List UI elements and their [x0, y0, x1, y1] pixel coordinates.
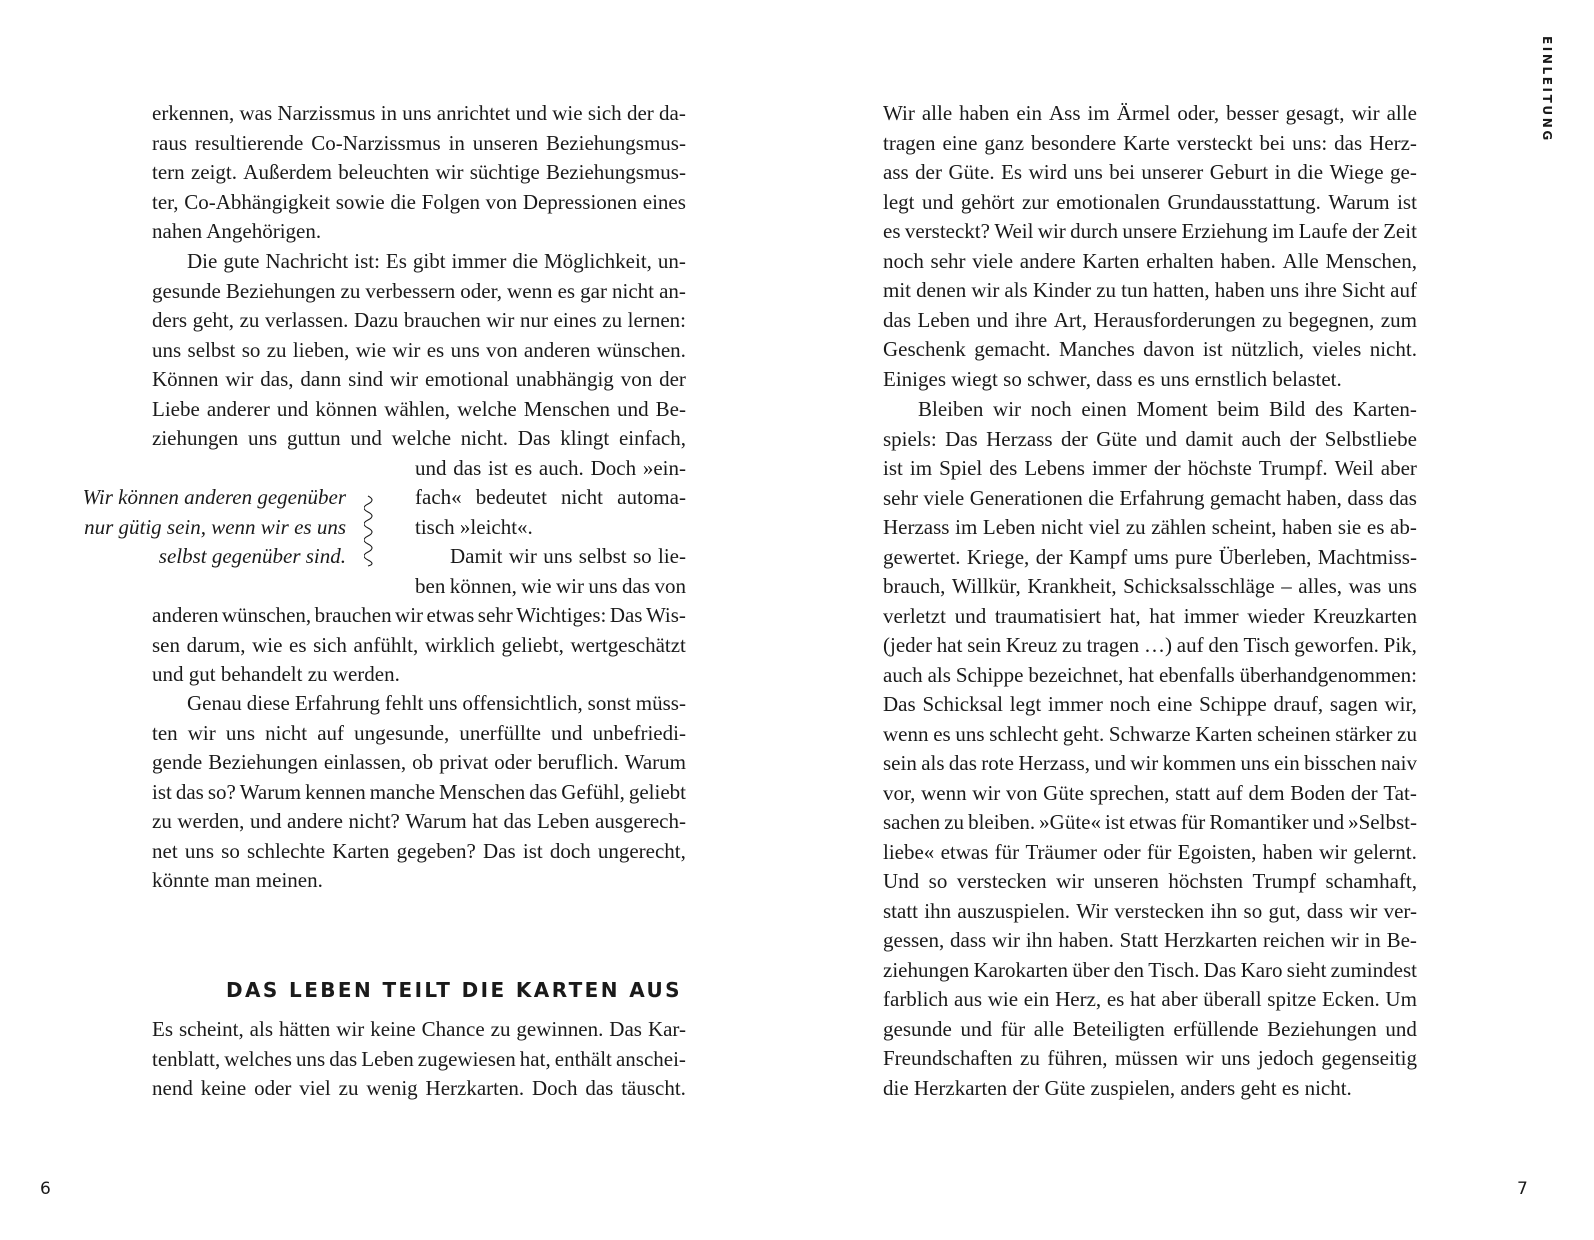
text-line: nahen Angehörigen. — [152, 219, 322, 243]
text-line: und gut behandelt zu werden. — [152, 662, 400, 686]
text-line: net uns so schlechte Karten gegeben? Das ist doch ungerecht, — [152, 838, 686, 863]
text-line: tern zeigt. Außerdem beleuchten wir süchtige Beziehungsmus- — [152, 160, 686, 184]
text-line: zu werden, und andere nicht? Warum hat das Leben ausgerech- — [152, 809, 686, 833]
text-line: liebe« etwas für Träumer oder für Egoisten, haben wir gelernt. — [883, 839, 1417, 864]
text-line: ben können, wie wir uns das von — [415, 573, 686, 598]
pull-quote-line: selbst gegenüber sind. — [158, 544, 346, 568]
text-line: ziehungen Karokarten über den Tisch. Das Karo sieht zumindest — [883, 957, 1417, 982]
text-line: gesunde und für alle Beteiligten erfüllende Beziehungen und — [883, 1016, 1417, 1041]
text-line: uns selbst so zu lieben, wie wir es uns von anderen wünschen. — [152, 337, 686, 362]
text-line: Damit wir uns selbst so lie- — [450, 544, 686, 568]
text-line: Und so verstecken wir unseren höchsten Trumpf schamhaft, — [883, 869, 1417, 893]
text-line: spiels: Das Herzass der Güte und damit auch der Selbstliebe — [883, 426, 1417, 451]
text-line: fach« bedeutet nicht automa- — [415, 485, 686, 509]
text-line: ten wir uns nicht auf ungesunde, unerfüllte und unbefriedi- — [152, 720, 686, 745]
text-line: Geschenk gemacht. Manches davon ist nützlich, vieles nicht. — [883, 337, 1417, 361]
text-line: ass der Güte. Es wird uns bei unserer Geburt in die Wiege ge- — [883, 160, 1417, 184]
text-line: legt und gehört zur emotionalen Grundausstattung. Warum ist — [883, 189, 1417, 214]
text-line: Wir alle haben ein Ass im Ärmel oder, besser gesagt, wir alle — [883, 101, 1417, 125]
text-line: anderen wünschen, brauchen wir etwas sehr Wichtiges: Das Wis- — [152, 603, 686, 627]
text-line: Die gute Nachricht ist: Es gibt immer die Möglichkeit, un- — [187, 249, 686, 273]
pull-quote-squiggle-ornament — [364, 494, 378, 568]
text-line: brauch, Willkür, Krankheit, Schicksalsschläge – alles, was uns — [883, 574, 1417, 598]
text-line: gende Beziehungen einlassen, ob privat oder beruflich. Warum — [152, 750, 686, 774]
text-line: tenblatt, welches uns das Leben zugewiesen hat, enthält anschei- — [152, 1046, 686, 1071]
text-line: tragen eine ganz besondere Karte versteckt bei uns: das Herz- — [883, 130, 1417, 155]
text-line: Bleiben wir noch einen Moment beim Bild des Karten- — [918, 397, 1417, 421]
text-line: die Herzkarten der Güte zuspielen, anders geht es nicht. — [883, 1075, 1352, 1100]
page-number-right: 7 — [1517, 1179, 1528, 1199]
text-line: farblich aus wie ein Herz, es hat aber überall spitze Ecken. Um — [883, 987, 1417, 1011]
text-line: ziehungen uns guttun und welche nicht. Das klingt einfach, — [152, 426, 686, 450]
text-line: Liebe anderer und können wählen, welche Menschen und Be- — [152, 396, 686, 421]
text-line: erkennen, was Narzissmus in uns anrichtet und wie sich der da- — [152, 101, 686, 125]
text-line: gesunde Beziehungen zu verbessern oder, wenn es gar nicht an- — [152, 278, 686, 303]
text-line: Herzass im Leben nicht viel zu zählen scheint, haben sie es ab- — [883, 515, 1417, 539]
text-line: (jeder hat sein Kreuz zu tragen …) auf den Tisch geworfen. Pik, — [883, 633, 1417, 657]
text-line: statt ihn auszuspielen. Wir verstecken ihn so gut, dass wir ver- — [883, 898, 1417, 923]
pull-quote-line: Wir können anderen gegenüber — [82, 485, 346, 509]
text-line: Einiges wiegt so schwer, dass es uns ernstlich belastet. — [883, 366, 1342, 391]
text-line: Freundschaften zu führen, müssen wir uns jedoch gegenseitig — [883, 1046, 1417, 1070]
text-line: raus resultierende Co-Narzissmus in unseren Beziehungsmus- — [152, 130, 686, 155]
text-line: könnte man meinen. — [152, 868, 323, 892]
text-line: das Leben und ihre Art, Herausforderungen zu begegnen, zum — [883, 307, 1417, 332]
text-line: auch als Schippe bezeichnet, hat ebenfalls überhandgenommen: — [883, 662, 1417, 687]
text-line: ders geht, zu verlassen. Dazu brauchen wir nur eines zu lernen: — [152, 308, 686, 332]
text-line: sein als das rote Herzass, und wir kommen uns ein bisschen naiv — [883, 751, 1417, 775]
page-number-left: 6 — [40, 1179, 51, 1199]
text-line: verletzt und traumatisiert hat, hat immer wieder Kreuzkarten — [883, 603, 1417, 628]
pull-quote-line: nur gütig sein, wenn wir es uns — [84, 514, 346, 539]
text-line: vor, wenn wir von Güte sprechen, statt auf dem Boden der Tat- — [883, 780, 1417, 805]
text-line: Das Schicksal legt immer noch eine Schippe drauf, sagen wir, — [883, 692, 1417, 716]
text-line: ist im Spiel des Lebens immer der höchste Trumpf. Weil aber — [883, 456, 1417, 480]
text-line: ist das so? Warum kennen manche Menschen das Gefühl, geliebt — [152, 779, 686, 804]
text-line: tisch »leicht«. — [415, 514, 533, 539]
running-head: EINLEITUNG — [1540, 36, 1554, 143]
text-line: ter, Co-Abhängigkeit sowie die Folgen von Depressionen eines — [152, 189, 686, 214]
text-line: sachen zu bleiben. »Güte« ist etwas für Romantiker und »Selbst- — [883, 810, 1417, 834]
text-line: nend keine oder viel zu wenig Herzkarten. Doch das täuscht. — [152, 1076, 686, 1100]
text-line: mit denen wir als Kinder zu tun hatten, haben uns ihre Sicht auf — [883, 278, 1417, 302]
text-line: und das ist es auch. Doch »ein- — [415, 455, 686, 480]
text-line: es versteckt? Weil wir durch unsere Erziehung im Laufe der Zeit — [883, 219, 1417, 243]
text-line: noch sehr viele andere Karten erhalten haben. Alle Menschen, — [883, 248, 1417, 273]
text-line: sen darum, wie es sich anfühlt, wirklich geliebt, wertgeschätzt — [152, 632, 686, 657]
text-line: Können wir das, dann sind wir emotional unabhängig von der — [152, 367, 686, 391]
text-line: Genau diese Erfahrung fehlt uns offensichtlich, sonst müss- — [187, 691, 686, 715]
text-line: wenn es uns schlecht geht. Schwarze Karten scheinen stärker zu — [883, 721, 1417, 746]
text-line: Es scheint, als hätten wir keine Chance zu gewinnen. Das Kar- — [152, 1017, 686, 1041]
section-heading: DAS LEBEN TEILT DIE KARTEN AUS — [226, 978, 682, 1002]
text-line: gessen, dass wir ihn haben. Statt Herzkarten reichen wir in Be- — [883, 928, 1417, 952]
text-line: gewertet. Kriege, der Kampf ums pure Überleben, Machtmiss- — [883, 544, 1417, 569]
text-line: sehr viele Generationen die Erfahrung gemacht haben, dass das — [883, 485, 1417, 510]
